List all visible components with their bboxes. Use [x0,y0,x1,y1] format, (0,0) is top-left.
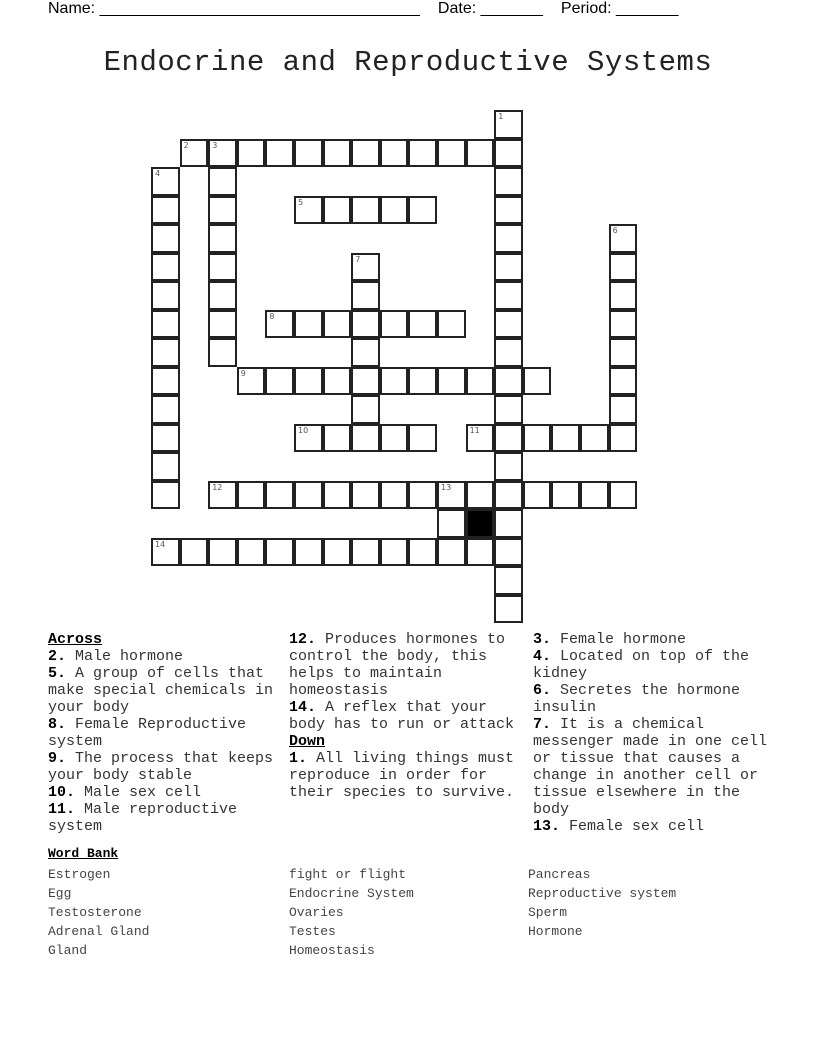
grid-cell[interactable] [351,481,380,510]
grid-cell[interactable] [494,367,523,396]
word-bank-item: Gland [48,943,88,958]
clue-number: 3. [533,631,552,648]
clue-text: The process that keeps your body stable [48,750,274,784]
grid-cell[interactable] [151,367,180,396]
grid-cell[interactable] [466,139,495,168]
grid-cell[interactable] [551,481,580,510]
grid-cell[interactable] [151,395,180,424]
word-bank-item: Endocrine System [289,886,414,901]
grid-cell[interactable] [437,538,466,567]
grid-cell[interactable] [523,424,552,453]
clue-item [533,818,773,835]
grid-cell[interactable] [351,139,380,168]
grid-cell[interactable] [151,481,180,510]
grid-cell[interactable] [151,452,180,481]
word-bank-column [289,865,414,960]
grid-cell[interactable] [151,196,180,225]
clue-number: 5. [48,665,67,682]
grid-cell[interactable] [380,139,409,168]
grid-cell[interactable] [237,481,266,510]
clue-number: 4. [533,648,552,665]
clue-number: 2. [48,648,67,665]
clue-text: A group of cells that make special chemicals in your body [48,665,274,716]
clue-item [289,699,529,733]
clue-item [533,682,773,716]
grid-cell[interactable] [494,281,523,310]
grid-cell[interactable] [294,196,323,225]
grid-cell[interactable] [494,110,523,139]
grid-cell[interactable] [208,224,237,253]
grid-cell[interactable] [208,167,237,196]
clue-text: Produces hormones to control the body, this helps to maintain homeostasis [289,631,506,699]
grid-cell[interactable] [351,253,380,282]
grid-cell[interactable] [523,367,552,396]
clues-column-2 [289,631,529,801]
clue-number: 6. [533,682,552,699]
grid-cell[interactable] [151,338,180,367]
clue-text: Male reproductive system [48,801,238,835]
grid-cell[interactable] [151,538,180,567]
clue-text: All living things must reproduce in order for their species to survive. [289,750,515,801]
clue-item [48,648,283,665]
grid-cell[interactable] [323,139,352,168]
clue-number-label: 8 [269,311,275,321]
grid-cell[interactable] [294,424,323,453]
clue-item [533,631,773,648]
grid-cell[interactable] [265,481,294,510]
grid-cell[interactable] [609,424,638,453]
grid-cell[interactable] [294,538,323,567]
clues-column-3 [533,631,773,835]
grid-cell[interactable] [380,424,409,453]
down-heading: Down [289,733,326,750]
clue-number: 11. [48,801,76,818]
grid-cell[interactable] [208,139,237,168]
date-field[interactable]: Date: _______ [437,0,543,17]
clue-text: Male sex cell [84,784,202,801]
clue-text: Located on top of the kidney [533,648,750,682]
word-bank-item: Estrogen [48,867,111,882]
grid-cell[interactable] [151,424,180,453]
grid-cell[interactable] [323,367,352,396]
grid-cell[interactable] [380,367,409,396]
clue-item [48,750,283,784]
grid-cell[interactable] [180,538,209,567]
grid-cell[interactable] [351,338,380,367]
grid-cell[interactable] [494,139,523,168]
word-bank-item: Egg [48,886,72,901]
grid-cell[interactable] [151,281,180,310]
grid-cell[interactable] [237,139,266,168]
word-bank-heading: Word Bank [48,846,119,861]
grid-cell[interactable] [294,139,323,168]
grid-cell[interactable] [265,367,294,396]
word-bank-item: Hormone [528,924,583,939]
grid-cell[interactable] [408,310,437,339]
clue-item [48,801,283,835]
across-heading: Across [48,631,103,648]
grid-cell[interactable] [437,367,466,396]
grid-cell[interactable] [466,538,495,567]
grid-cell[interactable] [609,338,638,367]
grid-cell[interactable] [380,538,409,567]
grid-cell[interactable] [380,481,409,510]
grid-cell[interactable] [265,538,294,567]
clue-text: Secretes the hormone insulin [533,682,741,716]
clue-item [289,750,529,801]
clue-number-label: 10 [298,425,309,435]
grid-cell[interactable] [494,196,523,225]
clue-number-label: 2 [183,140,189,150]
grid-cell[interactable] [380,196,409,225]
period-field[interactable]: Period: _______ [560,0,679,17]
grid-cell[interactable] [408,424,437,453]
grid-cell[interactable] [351,196,380,225]
clue-number: 12. [289,631,317,648]
grid-cell[interactable] [380,310,409,339]
grid-cell[interactable] [494,310,523,339]
grid-cell[interactable] [494,595,523,624]
grid-cell[interactable] [580,481,609,510]
grid-cell[interactable] [208,253,237,282]
clue-item [289,631,529,699]
grid-cell[interactable] [437,481,466,510]
clue-item [48,716,283,750]
clue-number-label: 5 [298,197,304,207]
clue-number-label: 3 [212,140,218,150]
grid-cell[interactable] [351,367,380,396]
grid-cell[interactable] [580,424,609,453]
clue-number-label: 14 [155,539,166,549]
clue-number-label: 11 [469,425,480,435]
grid-cell[interactable] [208,481,237,510]
name-field[interactable]: Name: ____________________________________ [48,0,420,17]
grid-cell[interactable] [494,566,523,595]
word-bank-item: Testosterone [48,905,142,920]
grid-cell[interactable] [351,424,380,453]
grid-cell[interactable] [494,481,523,510]
grid-cell[interactable] [208,310,237,339]
clue-item [533,716,773,818]
clue-number: 9. [48,750,67,767]
clue-text: Female sex cell [569,818,705,835]
grid-cell[interactable] [609,481,638,510]
grid-cell[interactable] [237,367,266,396]
header [48,0,696,18]
grid-cell[interactable] [466,367,495,396]
grid-cell[interactable] [151,224,180,253]
grid-cell[interactable] [466,481,495,510]
grid-cell[interactable] [551,424,580,453]
clue-text: It is a chemical messenger made in one cell or tissue that causes a change in another cell or tissue elsewhere in the body [533,716,768,818]
grid-cell[interactable] [323,538,352,567]
clue-number: 14. [289,699,317,716]
word-bank-item: fight or flight [289,867,407,882]
grid-cell[interactable] [208,538,237,567]
grid-cell[interactable] [408,538,437,567]
clue-number: 10. [48,784,76,801]
clues-column-1 [48,631,283,835]
grid-cell[interactable] [323,196,352,225]
clue-item [48,665,283,716]
word-bank-item: Sperm [528,905,568,920]
word-bank-column [528,865,676,941]
grid-cell[interactable] [408,196,437,225]
grid-cell[interactable] [208,196,237,225]
word-bank-column [48,865,149,960]
clue-number-label: 13 [441,482,452,492]
grid-cell[interactable] [323,424,352,453]
word-bank-item: Pancreas [528,867,591,882]
grid-cell[interactable] [609,310,638,339]
grid-cell[interactable] [609,281,638,310]
grid-cell[interactable] [351,281,380,310]
grid-cell[interactable] [494,224,523,253]
clue-number-label: 9 [240,368,246,378]
grid-cell[interactable] [151,253,180,282]
grid-cell[interactable] [351,395,380,424]
word-bank-item: Testes [289,924,336,939]
grid-cell[interactable] [408,481,437,510]
grid-cell[interactable] [351,310,380,339]
page-title: Endocrine and Reproductive Systems [103,46,713,79]
grid-cell[interactable] [494,452,523,481]
clue-text: A reflex that your body has to run or attack [289,699,515,733]
black-cell [466,509,495,538]
clue-number: 7. [533,716,552,733]
grid-cell[interactable] [237,538,266,567]
grid-cell[interactable] [494,338,523,367]
grid-cell[interactable] [408,367,437,396]
grid-cell[interactable] [494,509,523,538]
clue-number: 1. [289,750,308,767]
grid-cell[interactable] [466,424,495,453]
word-bank-item: Ovaries [289,905,344,920]
grid-cell[interactable] [180,139,209,168]
grid-cell[interactable] [609,253,638,282]
clue-number-label: 4 [155,169,161,178]
grid-cell[interactable] [151,310,180,339]
clue-number-label: 12 [212,482,223,492]
clue-text: Female hormone [560,631,687,648]
grid-cell[interactable] [494,424,523,453]
grid-cell[interactable] [437,139,466,168]
grid-cell[interactable] [265,139,294,168]
word-bank-item: Adrenal Gland [48,924,150,939]
grid-cell[interactable] [609,367,638,396]
grid-cell[interactable] [323,310,352,339]
word-bank-item: Homeostasis [289,943,375,958]
grid-cell[interactable] [294,481,323,510]
grid-cell[interactable] [494,538,523,567]
grid-cell[interactable] [208,281,237,310]
grid-cell[interactable] [437,509,466,538]
grid-cell[interactable] [523,481,552,510]
grid-cell[interactable] [208,338,237,367]
grid-cell[interactable] [408,139,437,168]
grid-cell[interactable] [609,224,638,253]
grid-cell[interactable] [494,253,523,282]
clue-number-label: 6 [612,226,618,235]
grid-cell[interactable] [151,167,180,196]
grid-cell[interactable] [351,538,380,567]
clue-text: Female Reproductive system [48,716,247,750]
clue-number: 13. [533,818,561,835]
clue-number-label: 1 [498,112,504,121]
clue-number-label: 7 [355,254,361,264]
clue-item [533,648,773,682]
grid-cell[interactable] [437,310,466,339]
grid-cell[interactable] [494,167,523,196]
clue-number: 8. [48,716,67,733]
grid-cell[interactable] [609,395,638,424]
clue-item [48,784,283,801]
grid-cell[interactable] [494,395,523,424]
grid-cell[interactable] [294,310,323,339]
grid-cell[interactable] [265,310,294,339]
clue-text: Male hormone [75,648,184,665]
grid-cell[interactable] [323,481,352,510]
grid-cell[interactable] [294,367,323,396]
word-bank-item: Reproductive system [528,886,677,901]
